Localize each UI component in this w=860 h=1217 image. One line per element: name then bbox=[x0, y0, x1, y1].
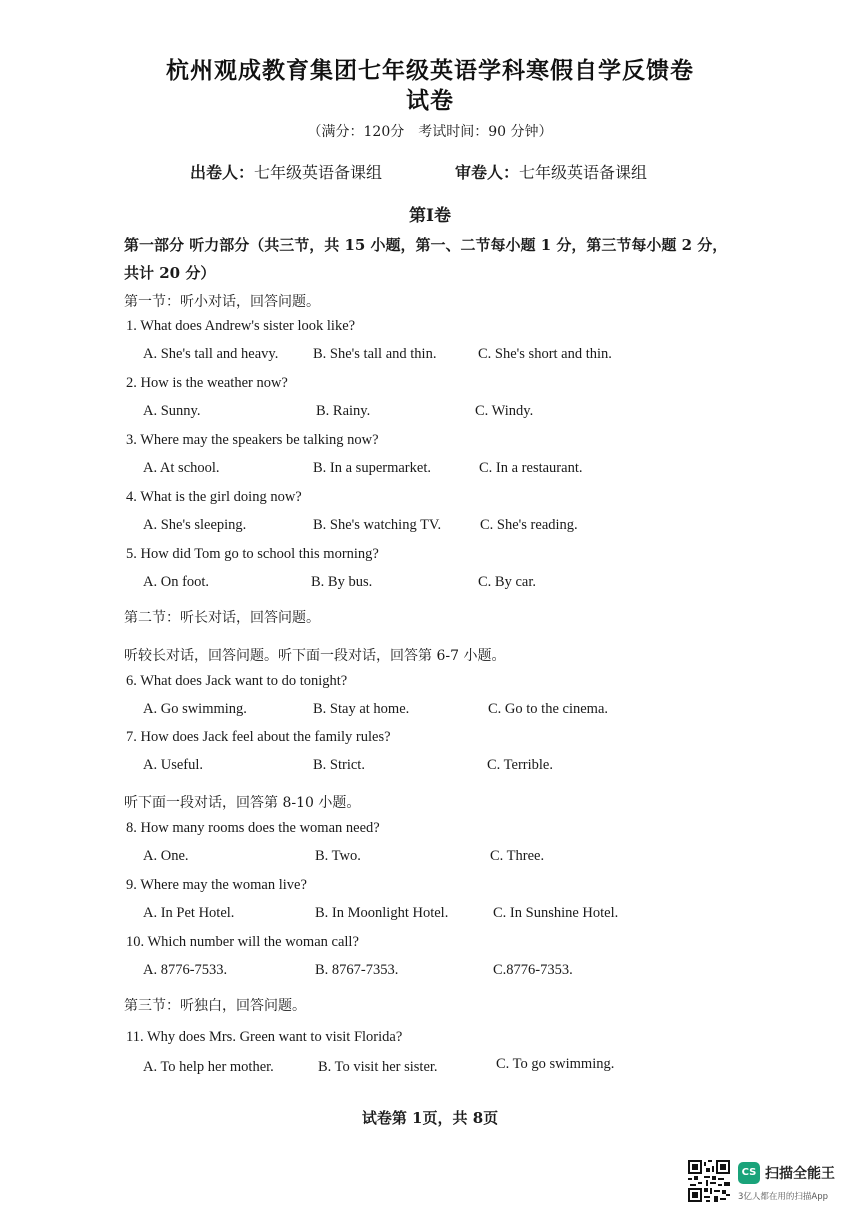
reviewer-value: 七年级英语备课组 bbox=[519, 163, 648, 182]
q5-option-c: C. By car. bbox=[478, 574, 536, 590]
question-7: 7. How does Jack feel about the family rules? bbox=[126, 729, 391, 745]
q8-option-b: B. Two. bbox=[315, 848, 361, 864]
q6-option-a: A. Go swimming. bbox=[143, 701, 247, 717]
question-2: 2. How is the weather now? bbox=[126, 375, 288, 391]
page-footer: 试卷第 1页，共 8页 bbox=[361, 1109, 499, 1127]
volume-heading: 第I卷 bbox=[409, 206, 451, 226]
setter-value: 七年级英语备课组 bbox=[254, 163, 383, 182]
q6-option-b: B. Stay at home. bbox=[313, 701, 410, 717]
q6-option-c: C. Go to the cinema. bbox=[488, 701, 609, 717]
section2-heading: 第二节：听长对话，回答问题。 bbox=[124, 610, 320, 626]
question-9: 9. Where may the woman live? bbox=[126, 877, 307, 893]
q7-option-c: C. Terrible. bbox=[487, 757, 553, 773]
setter bbox=[190, 160, 382, 183]
score-time: （满分：120分 考试时间：90 分钟） bbox=[307, 124, 553, 140]
q7-option-b: B. Strict. bbox=[313, 757, 365, 773]
q3-option-c: C. In a restaurant. bbox=[479, 460, 583, 476]
exam-subtitle: 试卷 bbox=[406, 87, 454, 114]
qr-code-icon bbox=[688, 1160, 730, 1202]
q1-option-a: A. She's tall and heavy. bbox=[143, 346, 279, 362]
q2-option-b: B. Rainy. bbox=[316, 403, 371, 419]
q9-option-b: B. In Moonlight Hotel. bbox=[315, 905, 449, 921]
camscanner-name: 扫描全能王 bbox=[765, 1166, 835, 1182]
q4-option-b: B. She's watching TV. bbox=[313, 517, 442, 533]
camscanner-logo: CS bbox=[738, 1162, 760, 1184]
q5-option-a: A. On foot. bbox=[143, 574, 210, 590]
camscanner-tagline: 3亿人都在用的扫描App bbox=[738, 1192, 829, 1202]
q3-option-a: A. At school. bbox=[143, 460, 220, 476]
q3-option-b: B. In a supermarket. bbox=[313, 460, 431, 476]
question-3: 3. Where may the speakers be talking now? bbox=[126, 432, 379, 448]
q11-option-c: C. To go swimming. bbox=[496, 1056, 615, 1072]
question-6: 6. What does Jack want to do tonight? bbox=[126, 673, 348, 689]
q10-option-c: C.8776-7353. bbox=[493, 962, 573, 978]
q11-option-b: B. To visit her sister. bbox=[318, 1059, 438, 1075]
q10-option-b: B. 8767-7353. bbox=[315, 962, 399, 978]
section1-heading: 第一节：听小对话，回答问题。 bbox=[124, 294, 320, 310]
q5-option-b: B. By bus. bbox=[311, 574, 373, 590]
part1-heading-line1: 第一部分 听力部分（共三节，共 15 小题，第一、二节每小题 1 分，第三节每小题 2 分， bbox=[124, 236, 728, 254]
part1-heading-line2: 共计 20 分） bbox=[124, 264, 216, 282]
q7-option-a: A. Useful. bbox=[143, 757, 204, 773]
section3-heading: 第三节：听独白，回答问题。 bbox=[124, 998, 306, 1014]
question-5: 5. How did Tom go to school this morning? bbox=[126, 546, 379, 562]
setter-label: 出卷人： bbox=[190, 163, 255, 182]
section2-intro-2: 听下面一段对话，回答第 8-10 小题。 bbox=[124, 795, 361, 811]
exam-title: 杭州观成教育集团七年级英语学科寒假自学反馈卷 bbox=[166, 57, 694, 84]
q11-option-a: A. To help her mother. bbox=[143, 1059, 274, 1075]
question-8: 8. How many rooms does the woman need? bbox=[126, 820, 380, 836]
reviewer-label: 审卷人： bbox=[455, 163, 520, 182]
question-11: 11. Why does Mrs. Green want to visit Florida? bbox=[126, 1029, 403, 1045]
q2-option-a: A. Sunny. bbox=[143, 403, 201, 419]
reviewer bbox=[455, 160, 647, 183]
q9-option-c: C. In Sunshine Hotel. bbox=[493, 905, 619, 921]
q8-option-a: A. One. bbox=[143, 848, 189, 864]
q9-option-a: A. In Pet Hotel. bbox=[143, 905, 235, 921]
q2-option-c: C. Windy. bbox=[475, 403, 534, 419]
question-1: 1. What does Andrew's sister look like? bbox=[126, 318, 356, 334]
question-4: 4. What is the girl doing now? bbox=[126, 489, 302, 505]
q10-option-a: A. 8776-7533. bbox=[143, 962, 228, 978]
q4-option-c: C. She's reading. bbox=[480, 517, 578, 533]
q1-option-b: B. She's tall and thin. bbox=[313, 346, 437, 362]
q4-option-a: A. She's sleeping. bbox=[143, 517, 247, 533]
q8-option-c: C. Three. bbox=[490, 848, 545, 864]
question-10: 10. Which number will the woman call? bbox=[126, 934, 359, 950]
section2-intro-1: 听较长对话，回答问题。听下面一段对话，回答第 6-7 小题。 bbox=[124, 648, 506, 664]
q1-option-c: C. She's short and thin. bbox=[478, 346, 612, 362]
